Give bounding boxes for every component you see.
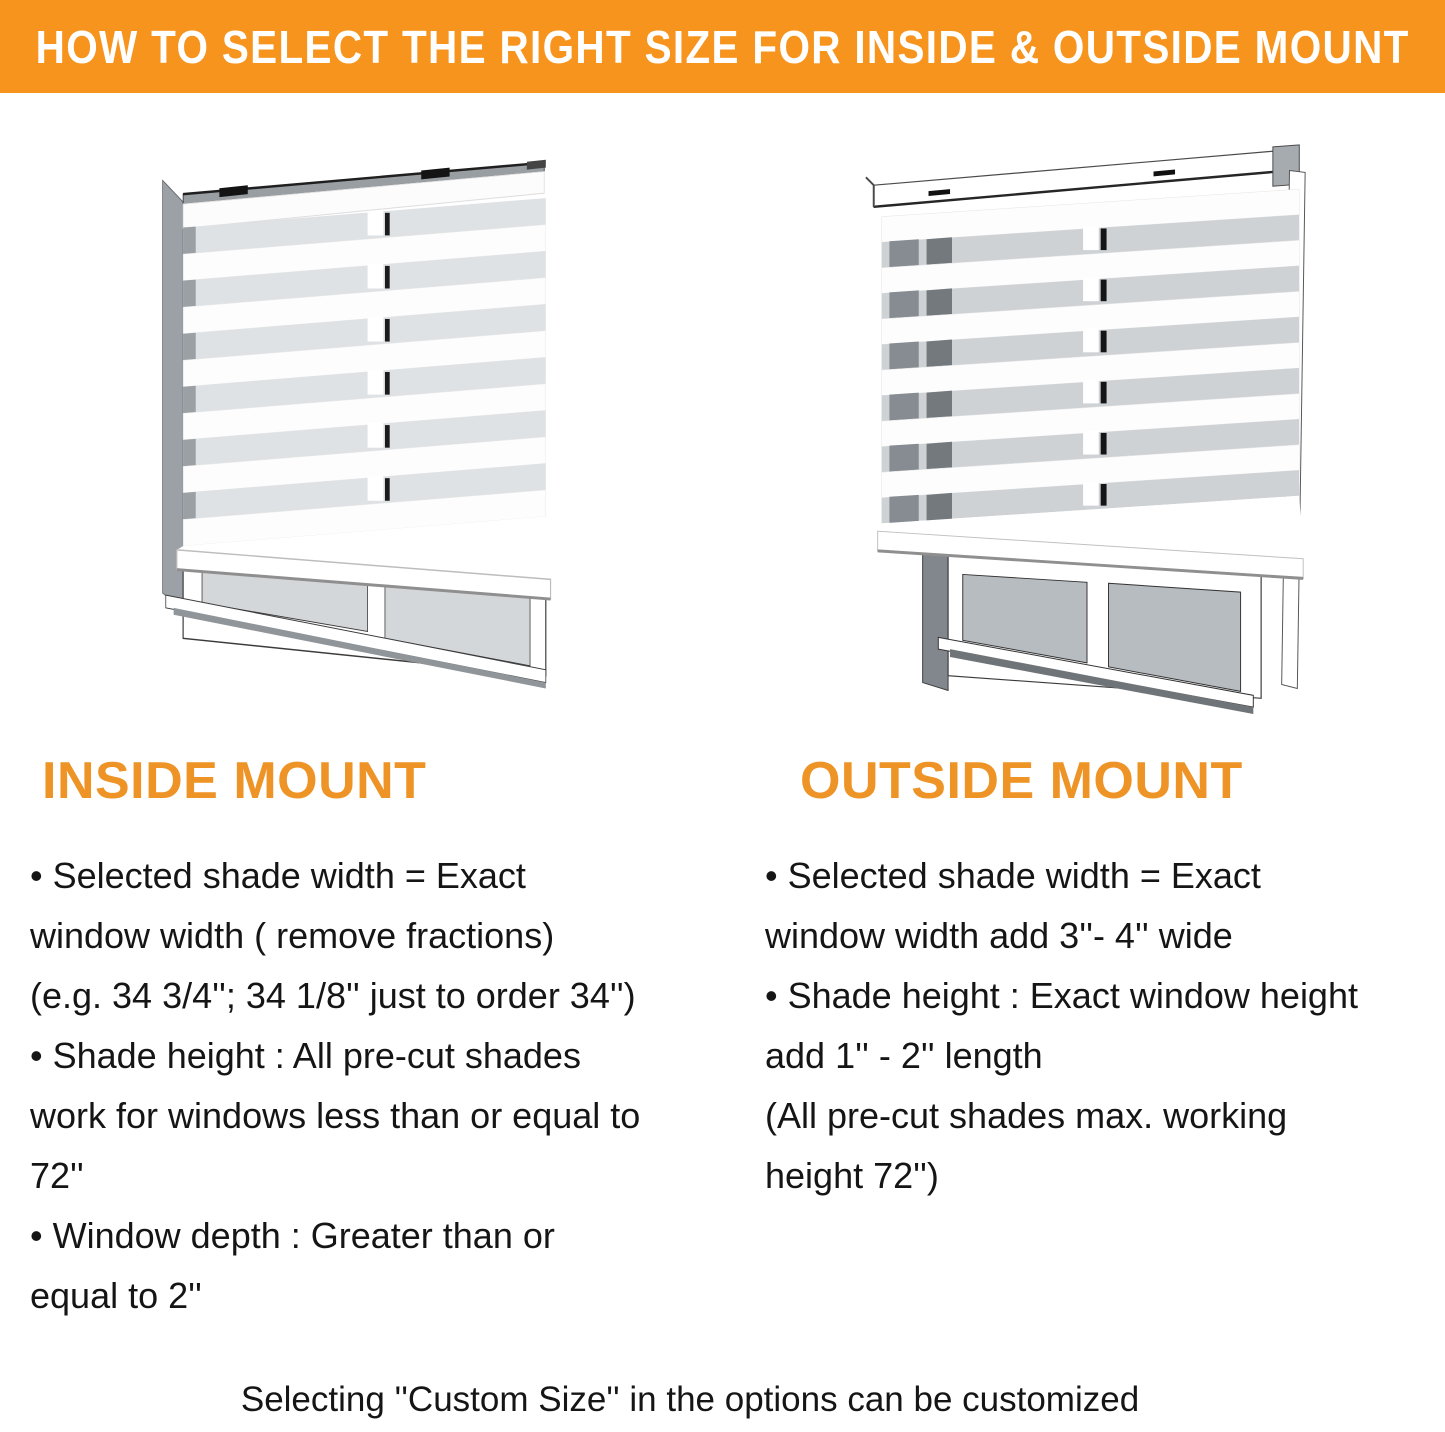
inside-mount-window-drawing bbox=[150, 145, 560, 715]
inside-mount-instructions bbox=[30, 846, 750, 1326]
bullet-line: • Selected shade width = Exact bbox=[30, 855, 526, 896]
bullet-line: height 72'') bbox=[765, 1155, 939, 1196]
window-jamb bbox=[923, 553, 948, 691]
zebra-shade bbox=[878, 189, 1304, 578]
zebra-shade bbox=[177, 198, 551, 599]
page-title: HOW TO SELECT THE RIGHT SIZE FOR INSIDE & OUTSIDE MOUNT bbox=[35, 20, 1410, 73]
custom-size-note: Selecting ''Custom Size'' in the options can be customized bbox=[240, 1380, 1140, 1419]
inside-mount-heading: INSIDE MOUNT bbox=[42, 752, 427, 810]
bullet-line: (e.g. 34 3/4''; 34 1/8'' just to order 34'') bbox=[30, 975, 636, 1016]
outside-mount-window-drawing bbox=[862, 140, 1312, 715]
header-banner bbox=[0, 0, 1445, 93]
bullet-line: work for windows less than or equal to bbox=[30, 1095, 641, 1136]
outside-mount-instructions bbox=[765, 846, 1435, 1206]
bullet-line: • Shade height : All pre-cut shades bbox=[30, 1035, 581, 1076]
bullet-line: equal to 2'' bbox=[30, 1275, 202, 1316]
bullet-line: window width ( remove fractions) bbox=[30, 915, 555, 956]
inside-mount-window-illustration bbox=[150, 145, 560, 715]
window-jamb bbox=[163, 180, 184, 608]
outside-mount-window-illustration bbox=[862, 140, 1312, 715]
bullet-line: 72'' bbox=[30, 1155, 84, 1196]
bullet-line: • Shade height : Exact window height bbox=[765, 975, 1358, 1016]
bullet-line: add 1'' - 2'' length bbox=[765, 1035, 1043, 1076]
window-lower-frame bbox=[923, 553, 1261, 714]
bullet-line: (All pre-cut shades max. working bbox=[765, 1095, 1288, 1136]
outside-mount-heading: OUTSIDE MOUNT bbox=[800, 752, 1243, 810]
bullet-line: window width add 3''- 4'' wide bbox=[765, 915, 1233, 956]
bullet-line: • Selected shade width = Exact bbox=[765, 855, 1261, 896]
bullet-line: • Window depth : Greater than or bbox=[30, 1215, 555, 1256]
